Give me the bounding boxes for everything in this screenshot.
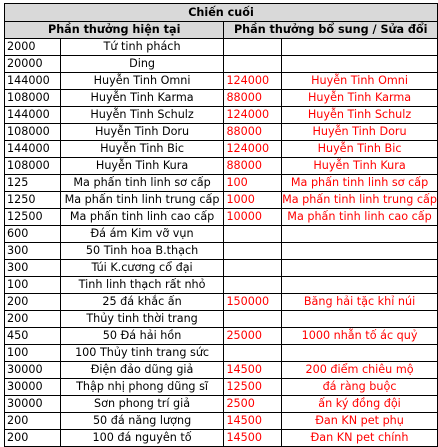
reward-item: 50 Tinh hoa B.thạch [60, 243, 224, 260]
bonus-item: Ma phấn tinh linh cao cấp [282, 209, 438, 226]
reward-quantity: 100 [5, 345, 61, 362]
reward-quantity: 108000 [5, 90, 61, 107]
reward-quantity: 200 [5, 413, 61, 430]
reward-item: Ma phấn tinh linh cao cấp [60, 209, 224, 226]
bonus-quantity: 25000 [224, 328, 282, 345]
bonus-item [282, 56, 438, 73]
table-row [5, 396, 438, 413]
title-row [5, 4, 438, 22]
bonus-item: 1000 nhẫn tố ác quỷ [282, 328, 438, 345]
bonus-quantity: 88000 [224, 90, 282, 107]
bonus-item: Huyễn Tinh Karma [282, 90, 438, 107]
reward-quantity: 125 [5, 175, 61, 192]
reward-quantity: 144000 [5, 107, 61, 124]
table-row [5, 56, 438, 73]
table-row [5, 39, 438, 56]
reward-table [4, 3, 438, 447]
bonus-item: Huyễn Tinh Kura [282, 158, 438, 175]
reward-quantity: 450 [5, 328, 61, 345]
table-row [5, 345, 438, 362]
table-row [5, 90, 438, 107]
bonus-quantity: 124000 [224, 141, 282, 158]
bonus-quantity [224, 277, 282, 294]
reward-quantity: 2000 [5, 39, 61, 56]
bonus-quantity [224, 260, 282, 277]
reward-quantity: 300 [5, 243, 61, 260]
header-row [5, 22, 438, 39]
reward-quantity: 200 [5, 430, 61, 447]
table-row [5, 175, 438, 192]
reward-item: 100 đá nguyên tố [60, 430, 224, 447]
reward-quantity: 108000 [5, 158, 61, 175]
reward-quantity: 1250 [5, 192, 61, 209]
bonus-quantity: 14500 [224, 430, 282, 447]
reward-item: Tứ tinh phách [60, 39, 224, 56]
table-row [5, 277, 438, 294]
reward-item: Huyễn Tinh Schulz [60, 107, 224, 124]
bonus-item: Huyễn Tinh Omni [282, 73, 438, 90]
bonus-quantity [224, 243, 282, 260]
reward-item: Huyễn Tinh Omni [60, 73, 224, 90]
bonus-item [282, 311, 438, 328]
table-row [5, 192, 438, 209]
reward-quantity: 600 [5, 226, 61, 243]
table-row [5, 311, 438, 328]
reward-item: Ma phấn tinh linh sơ cấp [60, 175, 224, 192]
bonus-item [282, 345, 438, 362]
reward-quantity: 300 [5, 260, 61, 277]
bonus-quantity: 2500 [224, 396, 282, 413]
reward-quantity: 200 [5, 311, 61, 328]
table-row [5, 73, 438, 90]
table-row [5, 413, 438, 430]
table-row [5, 209, 438, 226]
reward-item: Ma phấn tinh linh trung cấp [60, 192, 224, 209]
bonus-item [282, 39, 438, 56]
reward-quantity: 30000 [5, 396, 61, 413]
reward-quantity: 20000 [5, 56, 61, 73]
bonus-item: đá ràng buộc [282, 379, 438, 396]
bonus-item [282, 243, 438, 260]
table-row [5, 328, 438, 345]
table-row [5, 141, 438, 158]
reward-quantity: 200 [5, 294, 61, 311]
reward-quantity: 144000 [5, 73, 61, 90]
bonus-item [282, 226, 438, 243]
bonus-item: Huyễn Tinh Doru [282, 124, 438, 141]
reward-item: Huyễn Tinh Bic [60, 141, 224, 158]
bonus-quantity: 14500 [224, 362, 282, 379]
bonus-quantity [224, 226, 282, 243]
table-row [5, 294, 438, 311]
reward-item: Điện đảo dũng giả [60, 362, 224, 379]
reward-item: Thủy tinh thời trang [60, 311, 224, 328]
bonus-quantity: 124000 [224, 107, 282, 124]
table-row [5, 158, 438, 175]
bonus-quantity: 124000 [224, 73, 282, 90]
bonus-quantity [224, 56, 282, 73]
reward-item: 100 Thủy tinh trang sức [60, 345, 224, 362]
bonus-quantity: 10000 [224, 209, 282, 226]
bonus-quantity: 150000 [224, 294, 282, 311]
bonus-item: Huyễn Tinh Schulz [282, 107, 438, 124]
table-row [5, 260, 438, 277]
reward-quantity: 144000 [5, 141, 61, 158]
reward-item: Huyễn Tinh Karma [60, 90, 224, 107]
bonus-quantity: 88000 [224, 124, 282, 141]
bonus-item: 200 điểm chiêu mộ [282, 362, 438, 379]
bonus-item: ấn ký đồng đội [282, 396, 438, 413]
bonus-item [282, 260, 438, 277]
table-row [5, 107, 438, 124]
bonus-quantity [224, 39, 282, 56]
reward-item: Sơn phong trí giả [60, 396, 224, 413]
header-current-rewards: Phần thưởng hiện tại [5, 22, 224, 39]
table-row [5, 362, 438, 379]
reward-item: 50 đá năng lượng [60, 413, 224, 430]
reward-item: Huyễn Tinh Kura [60, 158, 224, 175]
bonus-item: Ma phấn tinh linh sơ cấp [282, 175, 438, 192]
bonus-item: Ma phấn tinh linh trung cấp [282, 192, 438, 209]
reward-item: Huyễn Tinh Doru [60, 124, 224, 141]
bonus-item: Đan KN pet phụ [282, 413, 438, 430]
bonus-item: Huyễn Tinh Bic [282, 141, 438, 158]
bonus-quantity: 14500 [224, 413, 282, 430]
table-row [5, 430, 438, 447]
reward-quantity: 12500 [5, 209, 61, 226]
bonus-item: Đan KN pet chính [282, 430, 438, 447]
reward-quantity: 30000 [5, 362, 61, 379]
reward-item: Đá ám Kim vỡ vụn [60, 226, 224, 243]
reward-quantity: 30000 [5, 379, 61, 396]
table-row [5, 379, 438, 396]
bonus-quantity: 88000 [224, 158, 282, 175]
table-row [5, 243, 438, 260]
table-title: Chiến cuối [5, 4, 438, 22]
bonus-item: Băng hải tặc khỉ núi [282, 294, 438, 311]
table-row [5, 124, 438, 141]
bonus-item [282, 277, 438, 294]
bonus-quantity: 12500 [224, 379, 282, 396]
reward-item: 25 đá khắc ấn [60, 294, 224, 311]
reward-item: Thập nhị phong dũng sĩ [60, 379, 224, 396]
reward-quantity: 108000 [5, 124, 61, 141]
bonus-quantity [224, 311, 282, 328]
reward-item: 50 Đá hải hồn [60, 328, 224, 345]
reward-item: Tinh linh thạch rất nhỏ [60, 277, 224, 294]
bonus-quantity: 1000 [224, 192, 282, 209]
reward-quantity: 100 [5, 277, 61, 294]
reward-item: Túi K.cương cổ đại [60, 260, 224, 277]
bonus-quantity [224, 345, 282, 362]
reward-item: Ding [60, 56, 224, 73]
header-bonus-rewards: Phần thưởng bổ sung / Sửa đổi [224, 22, 438, 39]
bonus-quantity: 100 [224, 175, 282, 192]
table-row [5, 226, 438, 243]
